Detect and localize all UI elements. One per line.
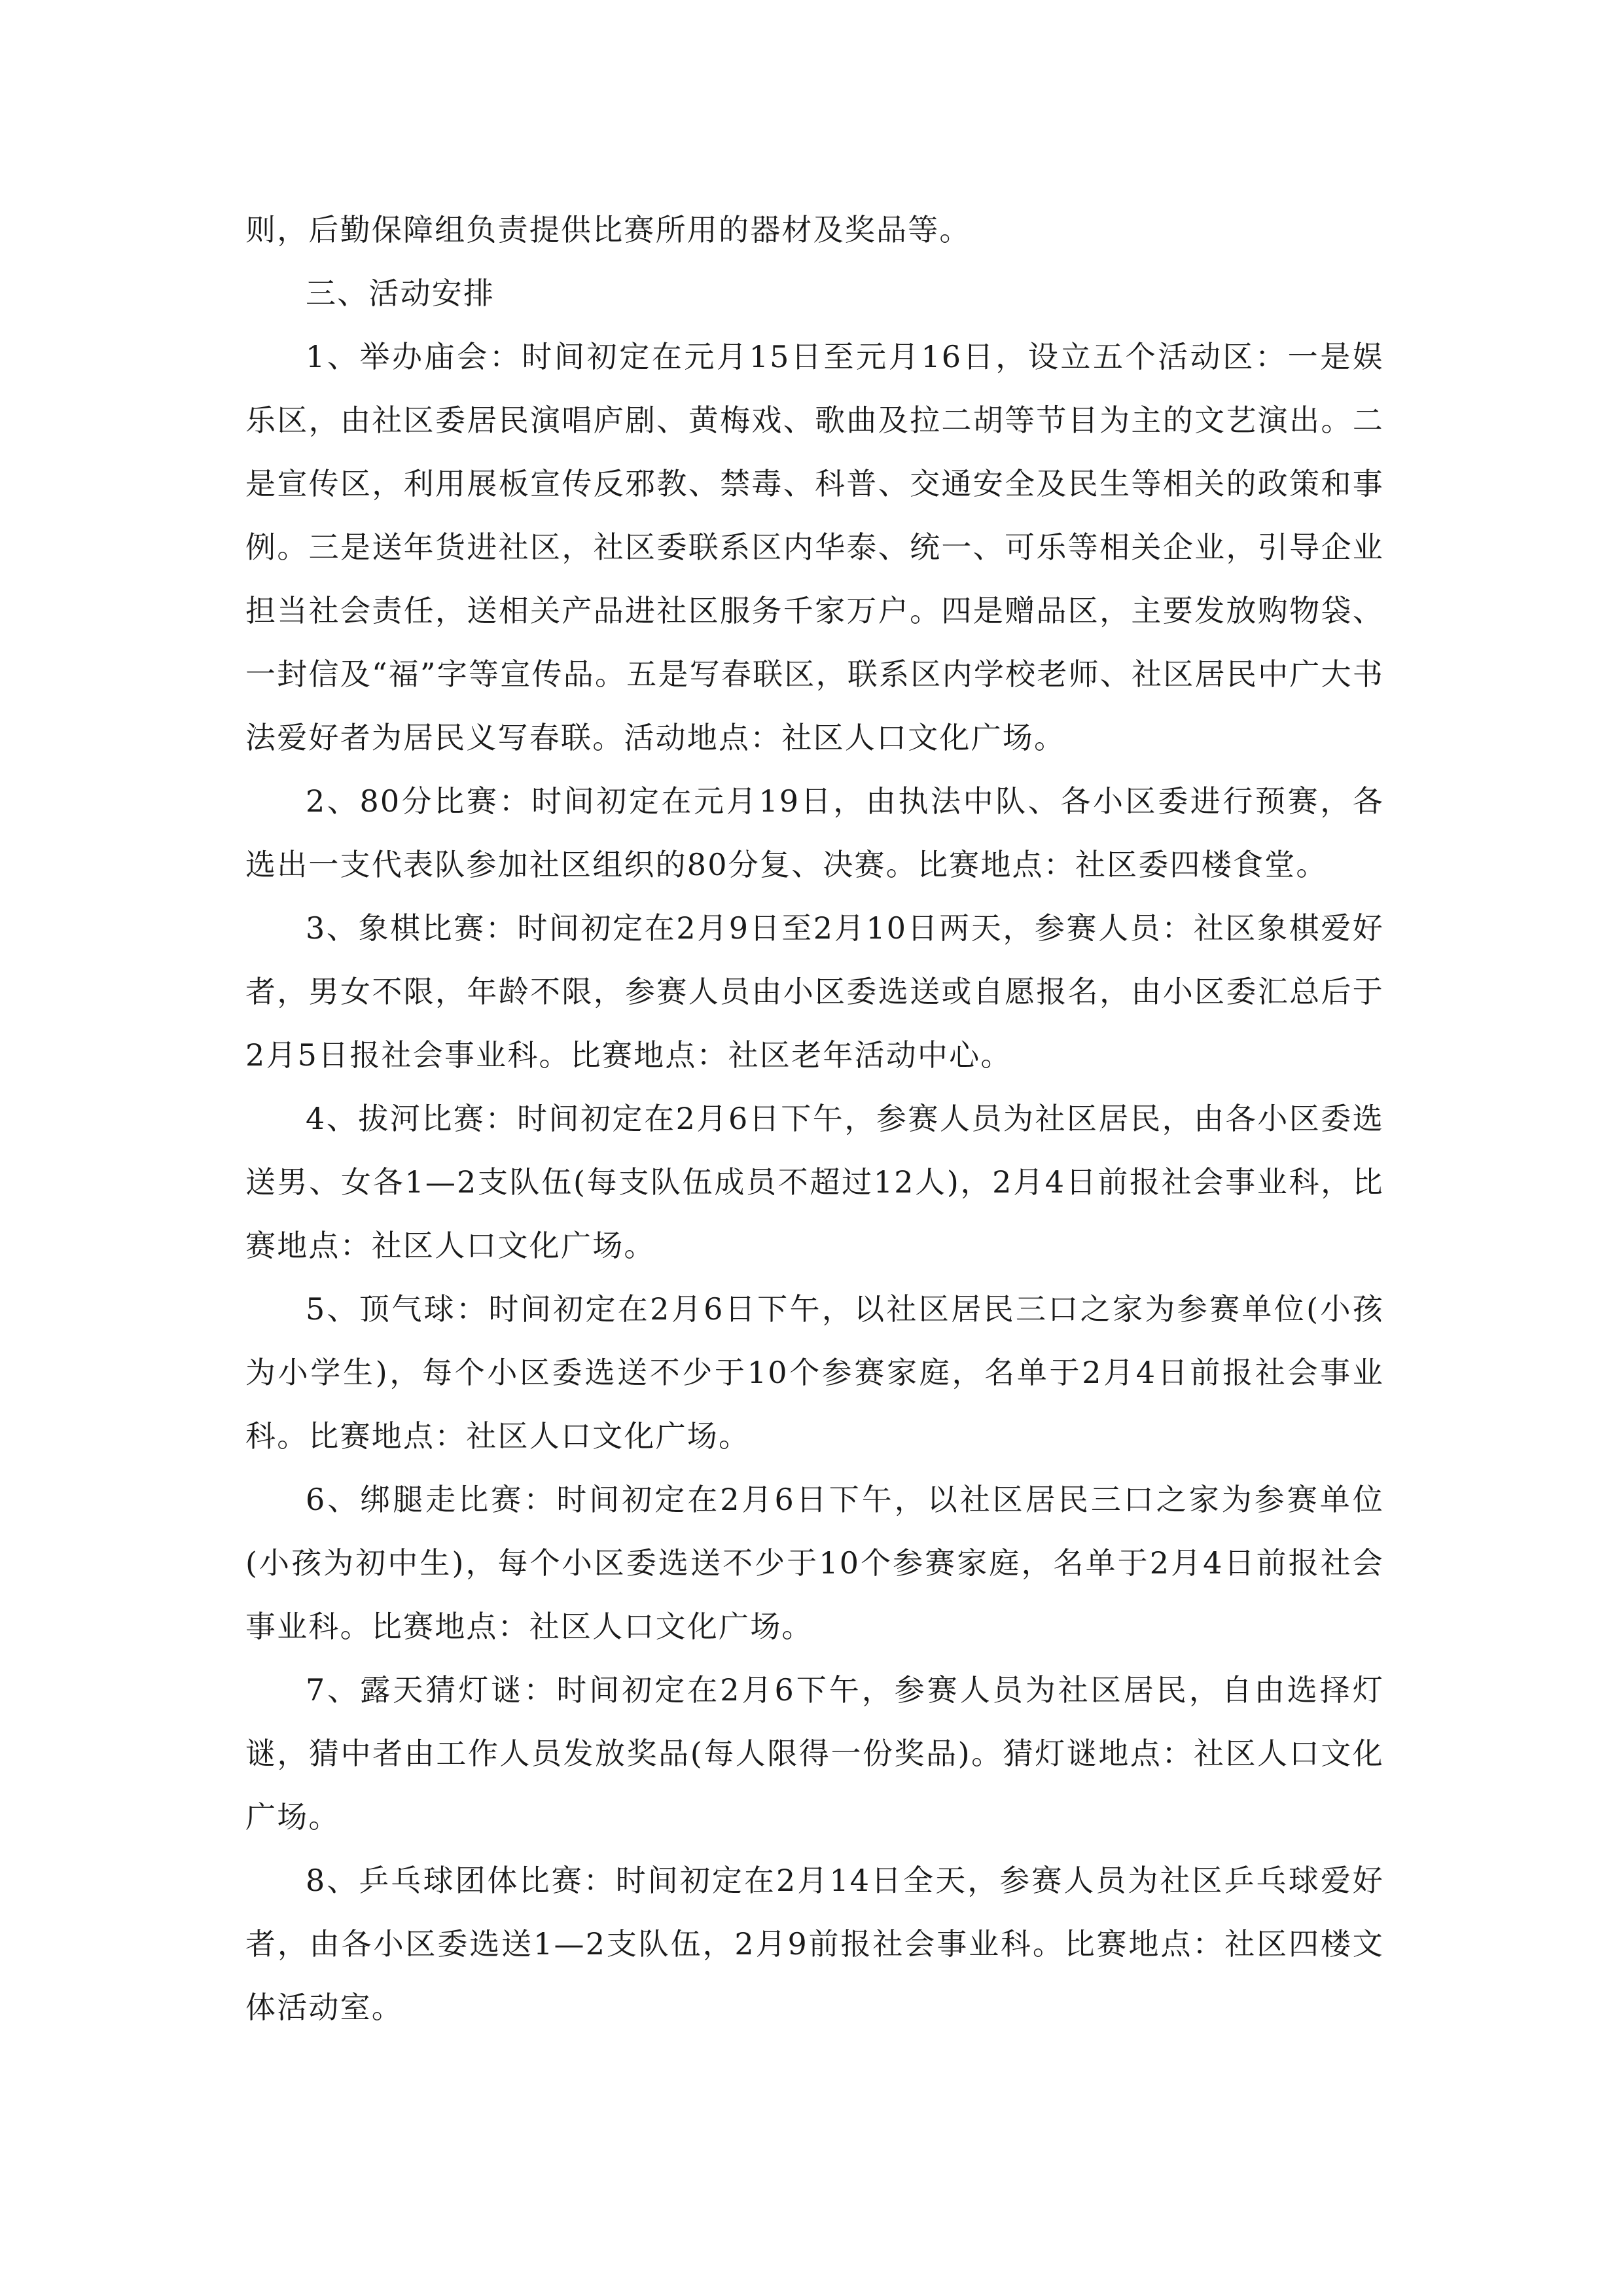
continuation-paragraph: 则，后勤保障组负责提供比赛所用的器材及奖品等。 bbox=[245, 212, 971, 247]
item-paragraph-6: 6、绑腿走比赛：时间初定在2月6日下午，以社区居民三口之家为参赛单位(小孩为初中生)，每个小区委选送不少于10个参赛家庭，名单于2月4日前报社会事业科。比赛地点：社区人口文化广场。 bbox=[245, 1482, 1384, 1644]
document-body bbox=[245, 198, 1384, 2039]
item-paragraph-2: 2、80分比赛：时间初定在元月19日，由执法中队、各小区委进行预赛，各选出一支代表队参加社区组织的80分复、决赛。比赛地点：社区委四楼食堂。 bbox=[245, 783, 1384, 882]
item-paragraph-1: 1、举办庙会：时间初定在元月15日至元月16日，设立五个活动区：一是娱乐区，由社区委居民演唱庐剧、黄梅戏、歌曲及拉二胡等节目为主的文艺演出。二是宣传区，利用展板宣传反邪教、禁毒、科普、交通安全及民生等相关的政策和事例。三是送年货进社区，社区委联系区内华泰、统一、可乐等相关企业，引导企业担当社会责任，送相关产品进社区服务千家万户。四是赠品区，主要发放购物袋、一封信及“福”字等宣传品。五是写春联区，联系区内学校老师、社区居民中广大书法爱好者为居民义写春联。活动地点：社区人口文化广场。 bbox=[245, 339, 1384, 755]
item-paragraph-8: 8、乒乓球团体比赛：时间初定在2月14日全天，参赛人员为社区乒乓球爱好者，由各小区委选送1—2支队伍，2月9前报社会事业科。比赛地点：社区四楼文体活动室。 bbox=[245, 1863, 1384, 2025]
item-paragraph-5: 5、顶气球：时间初定在2月6日下午，以社区居民三口之家为参赛单位(小孩为小学生)，每个小区委选送不少于10个参赛家庭，名单于2月4日前报社会事业科。比赛地点：社区人口文化广场。 bbox=[245, 1291, 1384, 1454]
item-paragraph-7: 7、露天猜灯谜：时间初定在2月6下午，参赛人员为社区居民，自由选择灯谜，猜中者由工作人员发放奖品(每人限得一份奖品)。猜灯谜地点：社区人口文化广场。 bbox=[245, 1672, 1384, 1835]
item-paragraph-4: 4、拔河比赛：时间初定在2月6日下午，参赛人员为社区居民，由各小区委选送男、女各1—2支队伍(每支队伍成员不超过12人)，2月4日前报社会事业科，比赛地点：社区人口文化广场。 bbox=[245, 1101, 1384, 1263]
section-heading: 三、活动安排 bbox=[306, 276, 495, 311]
item-paragraph-3: 3、象棋比赛：时间初定在2月9日至2月10日两天，参赛人员：社区象棋爱好者，男女不限，年龄不限，参赛人员由小区委选送或自愿报名，由小区委汇总后于2月5日报社会事业科。比赛地点：社区老年活动中心。 bbox=[245, 910, 1384, 1073]
